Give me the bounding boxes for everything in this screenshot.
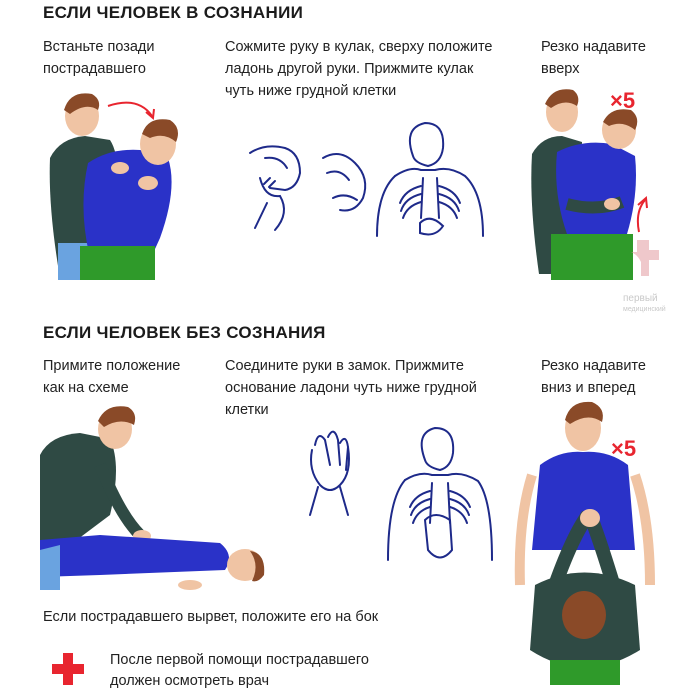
repeat-count-badge-2: ×5 <box>611 436 637 461</box>
fist-palm-illustration <box>245 118 495 240</box>
thrust-down-illustration <box>510 400 662 685</box>
section2-title: ЕСЛИ ЧЕЛОВЕК БЕЗ СОЗНАНИЯ <box>43 323 326 342</box>
interlocked-hands-illustration <box>300 425 500 570</box>
section1-step2-caption: Сожмите руку в кулак, сверху положите ладонь другой руки. Прижмите кулак чуть ниже грудной клетки <box>225 39 493 99</box>
section1-step3-caption: Резко надавите вверх <box>541 39 646 77</box>
vomit-note: Если пострадавшего вырвет, положите его на бок <box>43 609 379 625</box>
section2-step3-caption: Резко надавите вниз и вперед <box>541 358 646 396</box>
rescuer-behind-illustration <box>40 88 190 280</box>
section2-step2-caption: Соедините руки в замок. Прижмите основание ладони чуть ниже грудной клетки <box>225 358 477 418</box>
doctor-note: После первой помощи пострадавшего должен осмотреть врач <box>110 652 369 689</box>
logo-icon <box>627 240 659 276</box>
kneeling-rescuer-illustration <box>40 405 268 595</box>
section1-title: ЕСЛИ ЧЕЛОВЕК В СОЗНАНИИ <box>43 3 304 22</box>
section1-step1-caption: Встаньте позади пострадавшего <box>43 39 155 77</box>
repeat-count-badge-1: ×5 <box>610 88 636 113</box>
watermark-text: первый медицинский <box>623 293 666 313</box>
section2-step1-caption: Примите положение как на схеме <box>43 358 181 396</box>
medical-cross-icon <box>52 653 84 685</box>
